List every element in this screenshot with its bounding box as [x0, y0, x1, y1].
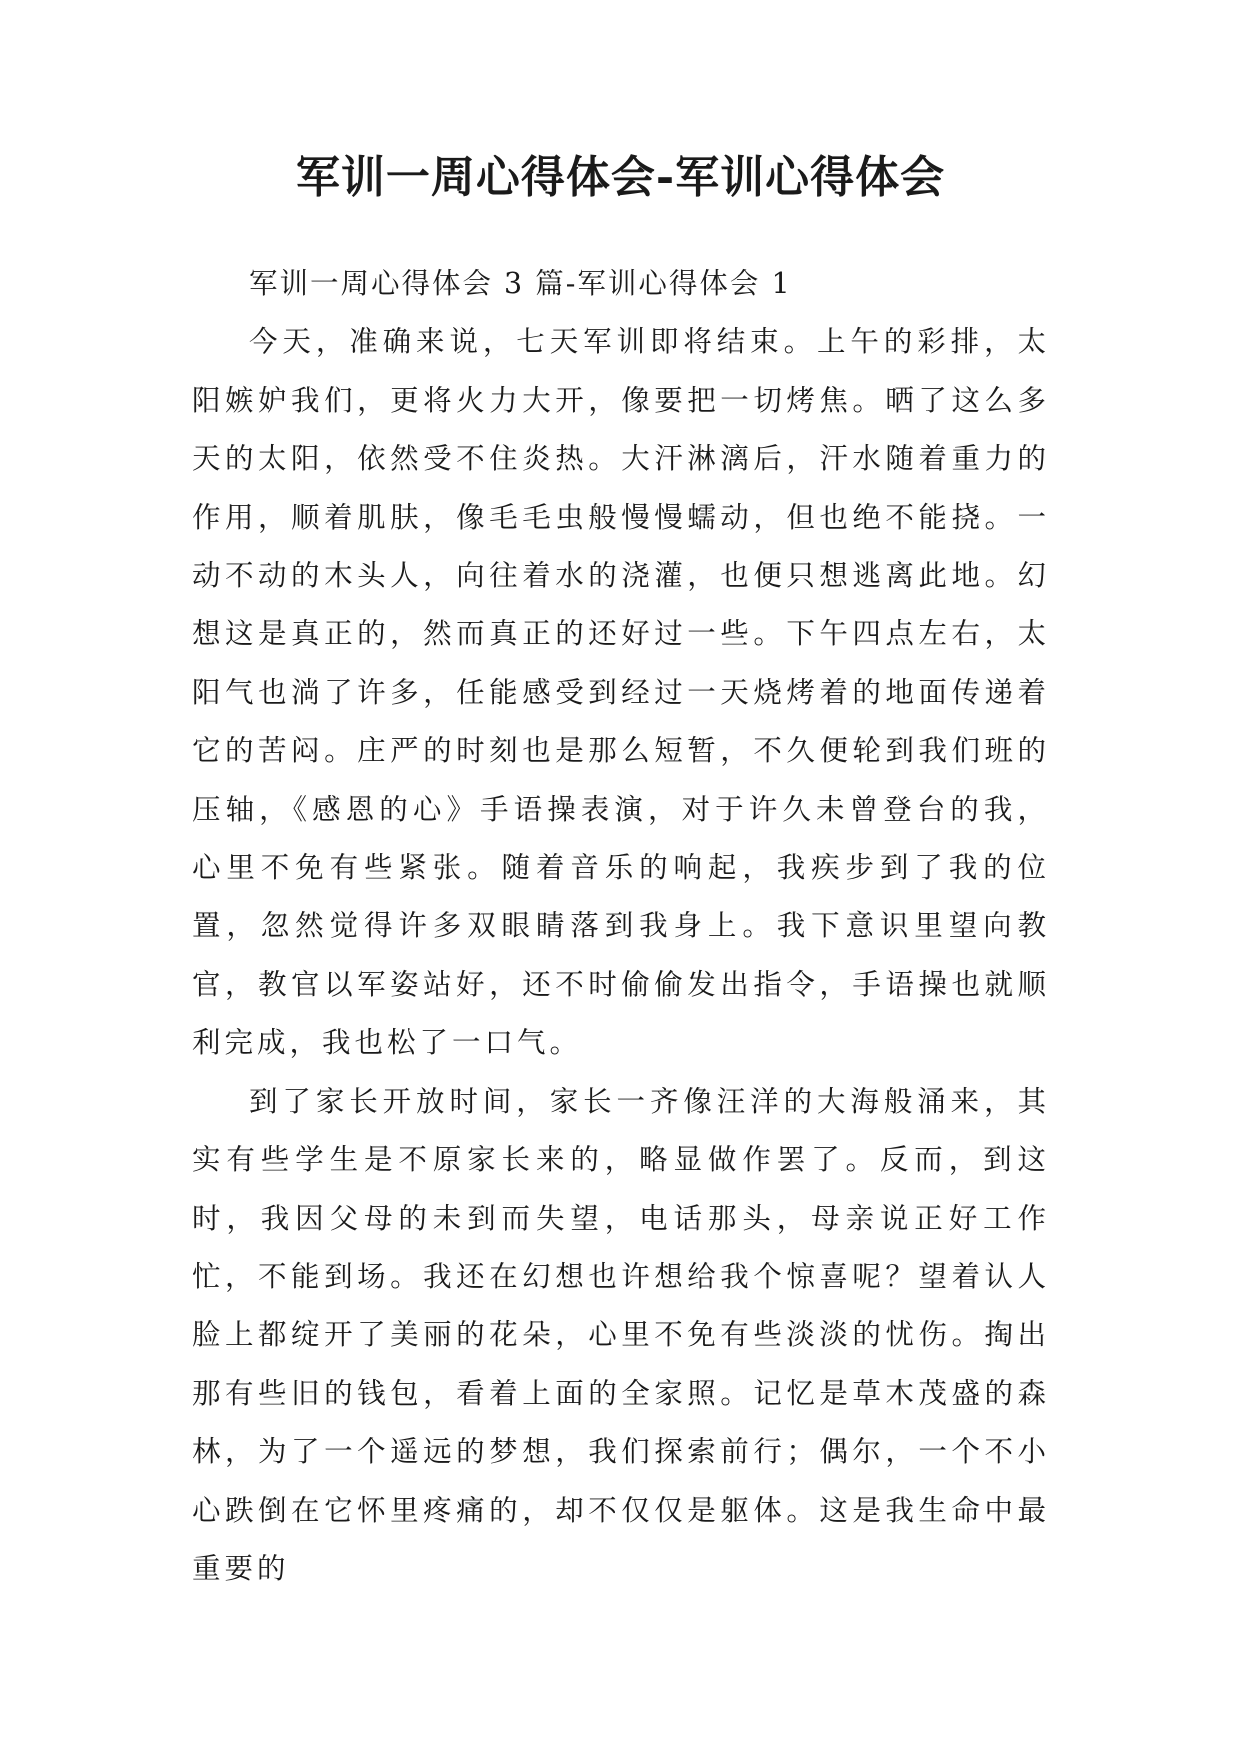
document-title: 军训一周心得体会-军训心得体会 [295, 152, 946, 203]
paragraph-1: 今天，准确来说，七天军训即将结束。上午的彩排，太阳嫉妒我们，更将火力大开，像要把一切烤焦。晒了这么多天的太阳，依然受不住炎热。大汗淋漓后，汗水随着重力的作用，顺着肌肤，像毛毛虫般慢慢蠕动，但也绝不能挠。一动不动的木头人，向往着水的浇灌，也便只想逃离此地。幻想这是真正的，然而真正的还好过一些。下午四点左右，太阳气也淌了许多，任能感受到经过一天烧烤着的地面传递着它的苦闷。庄严的时刻也是那么短暂，不久便轮到我们班的压轴，《感恩的心》手语操表演，对于许久未曾登台的我，心里不免有些紧张。随着音乐的响起，我疾步到了我的位置，忽然觉得许多双眼睛落到我身上。我下意识里望向教官，教官以军姿站好，还不时偷偷发出指令，手语操也就顺利完成，我也松了一口气。 [192, 325, 1050, 1060]
paragraph-2: 到了家长开放时间，家长一齐像汪洋的大海般涌来，其实有些学生是不原家长来的，略显做作罢了。反而，到这时，我因父母的未到而失望，电话那头，母亲说正好工作忙，不能到场。我还在幻想也许想给我个惊喜呢？望着认人脸上都绽开了美丽的花朵，心里不免有些淡淡的忧伤。掏出那有些旧的钱包，看着上面的全家照。记忆是草木茂盛的森林，为了一个遥远的梦想，我们探索前行；偶尔，一个不小心跌倒在它怀里疼痛的，却不仅仅是躯体。这是我生命中最重要的 [192, 1084, 1050, 1585]
document-subtitle: 军训一周心得体会 3 篇-军训心得体会 1 [249, 267, 792, 300]
document-body [192, 255, 1050, 1598]
